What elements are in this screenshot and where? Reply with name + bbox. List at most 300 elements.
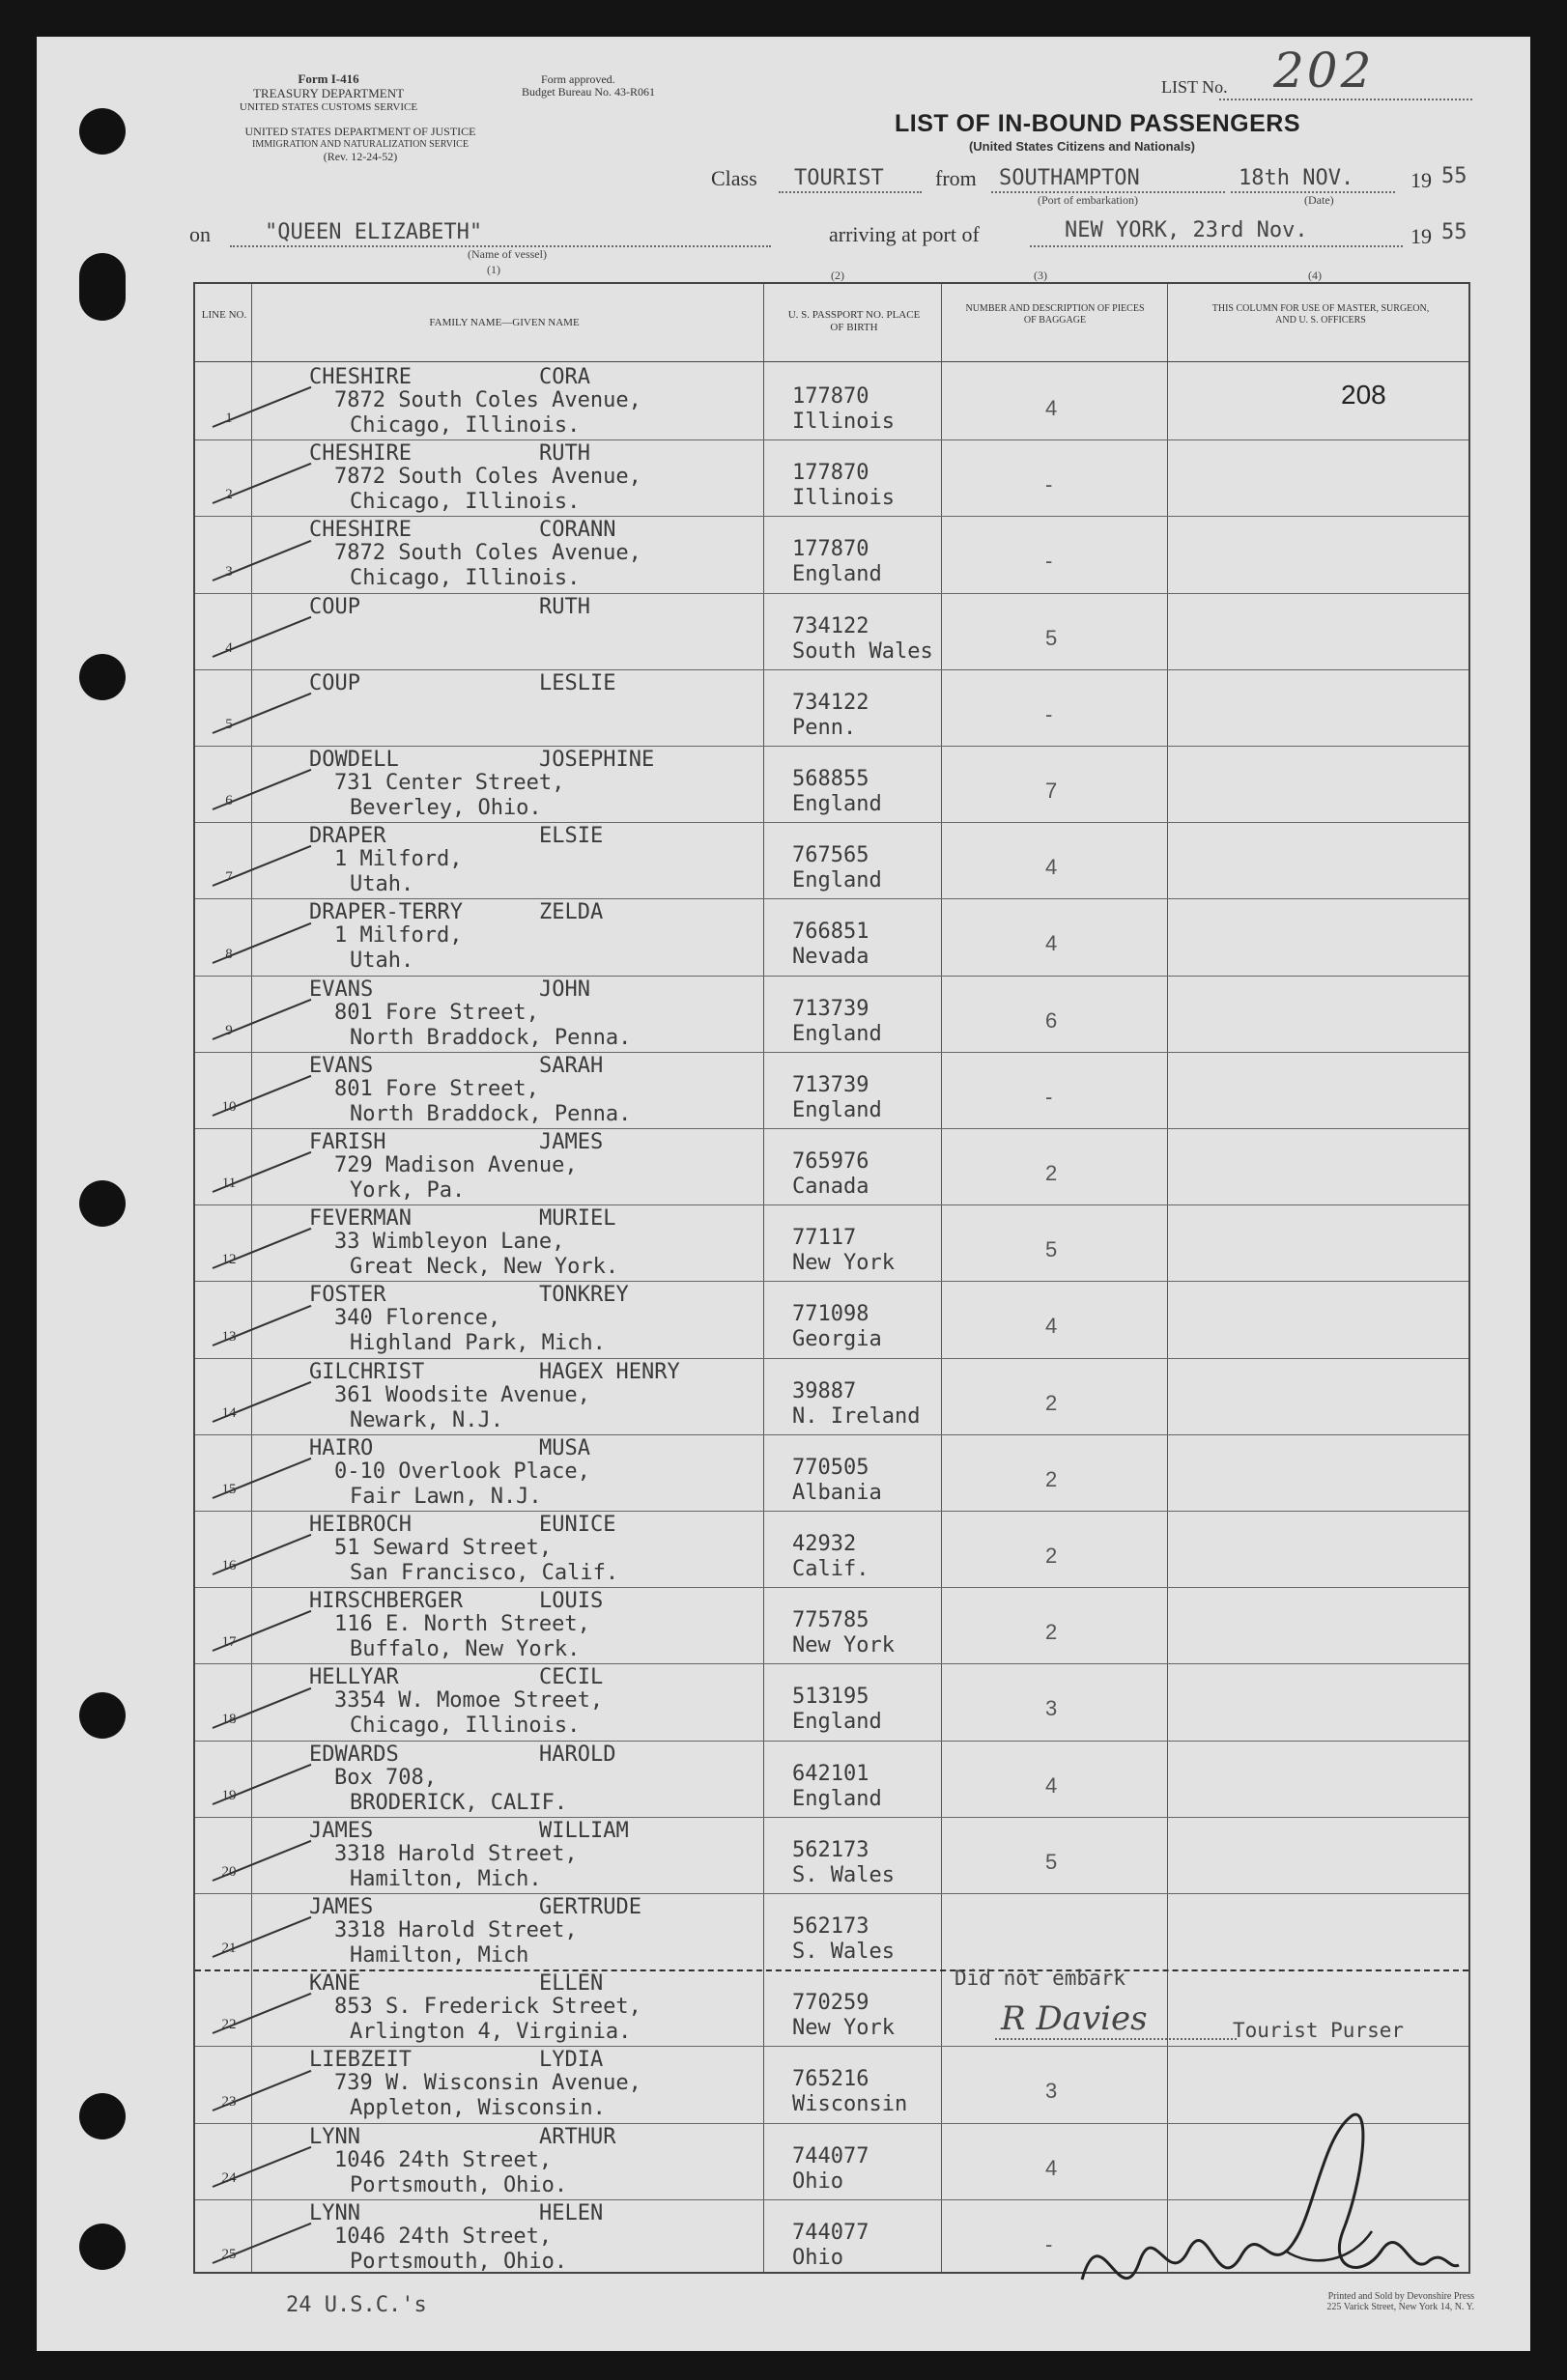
baggage-count: 4 (1045, 1772, 1058, 1798)
purser-signature: R Davies (1001, 1999, 1148, 2038)
baggage-count: 6 (1045, 1007, 1058, 1033)
check-tick-mark (213, 1610, 312, 1652)
given-name: LESLIE (539, 670, 616, 695)
place-of-birth: Canada (792, 1175, 869, 1199)
form-approved: Form approved. (541, 72, 615, 86)
line-number: 22 (221, 2017, 237, 2033)
footer-count: 24 U.S.C.'s (286, 2293, 427, 2317)
address-line-1: 1 Milford, (334, 847, 463, 872)
place-of-birth: England (792, 1097, 882, 1122)
check-tick-mark (213, 845, 312, 887)
check-tick-mark (213, 2223, 312, 2264)
line-number: 18 (221, 1711, 237, 1727)
table-row (195, 439, 1468, 516)
printer-address: 225 Varick Street, New York 14, N. Y. (1326, 2302, 1474, 2312)
table-row (195, 1358, 1468, 1434)
family-name: COUP (309, 594, 360, 619)
table-row (195, 1052, 1468, 1128)
check-tick-mark (213, 2069, 312, 2111)
check-tick-mark (213, 1228, 312, 1269)
vessel-name: "QUEEN ELIZABETH" (265, 220, 483, 244)
binder-hole (79, 654, 126, 700)
treasury-label: TREASURY DEPARTMENT (252, 86, 405, 100)
passport-number: 765976 (792, 1149, 869, 1174)
purser-line (995, 2038, 1237, 2040)
baggage-count: - (1045, 701, 1053, 726)
family-name: FARISH (309, 1130, 386, 1154)
address-line-1: 731 Center Street, (334, 771, 565, 795)
form-number-block (232, 71, 425, 115)
baggage-count: - (1045, 2231, 1053, 2256)
place-of-birth: Ohio (792, 2168, 843, 2194)
check-tick-mark (213, 921, 312, 963)
check-tick-mark (213, 2146, 312, 2188)
check-tick-mark (213, 1381, 312, 1423)
address-line-2: Buffalo, New York. (350, 1637, 581, 1662)
address-line-1: 3318 Harold Street, (334, 1841, 578, 1866)
ins-label: IMMIGRATION AND NATURALIZATION SERVICE (252, 139, 469, 150)
passport-number: 734122 (792, 690, 869, 715)
place-of-birth: England (792, 792, 882, 816)
family-name: DRAPER (309, 824, 386, 849)
line-number: 10 (221, 1098, 237, 1115)
family-name: LYNN (309, 2124, 360, 2149)
baggage-count: 2 (1045, 1466, 1058, 1491)
family-name: HEIBROCH (309, 1513, 412, 1537)
check-tick-mark (213, 1075, 312, 1117)
address-line-1: 7872 South Coles Avenue, (334, 388, 641, 412)
embarkation-date: 18th NOV. (1239, 166, 1354, 190)
address-line-2: Chicago, Illinois. (350, 490, 581, 515)
passport-number: 177870 (792, 461, 869, 486)
address-line-2: Fair Lawn, N.J. (350, 1484, 542, 1509)
col-number-2: (2) (831, 269, 844, 282)
table-row (195, 976, 1468, 1052)
address-line-2: North Braddock, Penna. (350, 1101, 632, 1126)
address-line-2: Great Neck, New York. (350, 1255, 619, 1280)
check-tick-mark (213, 1916, 312, 1958)
address-line-1: 801 Fore Street, (334, 1076, 539, 1101)
line-number: 16 (221, 1558, 237, 1574)
line-number: 23 (221, 2093, 237, 2110)
place-of-birth: South Wales (792, 638, 933, 664)
family-name: CHESHIRE (309, 518, 412, 543)
line-number: 15 (221, 1481, 237, 1497)
revision-label: (Rev. 12-24-52) (323, 150, 398, 163)
from-label: from (935, 166, 977, 190)
class-value: TOURIST (794, 166, 884, 190)
given-name: CORA (539, 365, 590, 389)
table-row (195, 746, 1468, 822)
place-of-birth: S. Wales (792, 1940, 895, 1964)
table-row (195, 1434, 1468, 1511)
table-row (195, 898, 1468, 975)
col-header-baggage: NUMBER AND DESCRIPTION OF PIECES OF BAGGAGE (965, 303, 1145, 326)
family-name: HELLYAR (309, 1665, 399, 1690)
given-name: LOUIS (539, 1589, 604, 1614)
passport-number: 713739 (792, 1072, 869, 1097)
address-line-1: 3318 Harold Street, (334, 1918, 578, 1942)
baggage-count: 4 (1045, 396, 1058, 420)
port-caption: (Port of embarkation) (1038, 193, 1138, 207)
table-row (195, 1587, 1468, 1663)
passport-number: 642101 (792, 1761, 869, 1786)
line-number: 11 (221, 1176, 237, 1192)
address-line-2: Highland Park, Mich. (350, 1331, 606, 1356)
class-label: Class (711, 166, 757, 190)
arrival-year-value: 55 (1441, 220, 1467, 244)
doj-label: UNITED STATES DEPARTMENT OF JUSTICE (244, 125, 476, 138)
address-line-1: 3354 W. Momoe Street, (334, 1688, 604, 1714)
given-name: JOSEPHINE (539, 748, 655, 772)
passport-number: 568855 (792, 767, 869, 791)
officer-signature (1063, 2096, 1468, 2338)
line-number: 12 (221, 1252, 237, 1268)
page-subtitle: (United States Citizens and Nationals) (968, 139, 1196, 154)
table-row (195, 669, 1468, 746)
baggage-count: 2 (1045, 1544, 1058, 1568)
place-of-birth: Calif. (792, 1557, 869, 1581)
check-tick-mark (213, 1304, 312, 1346)
place-of-birth: Penn. (792, 715, 857, 740)
given-name: SARAH (539, 1053, 604, 1078)
address-line-2: Appleton, Wisconsin. (350, 2096, 606, 2121)
line-number: 19 (221, 1787, 237, 1803)
place-of-birth: England (792, 1786, 882, 1811)
passport-number: 177870 (792, 384, 869, 409)
baggage-count: 2 (1045, 1620, 1058, 1645)
given-name: ELLEN (539, 1971, 604, 1997)
check-tick-mark (213, 1151, 312, 1193)
table-row (195, 1741, 1468, 1817)
table-row (195, 516, 1468, 592)
given-name: LYDIA (539, 2048, 604, 2073)
arrival-port: NEW YORK, 23rd Nov. (1065, 218, 1308, 242)
table-row (195, 1893, 1468, 1969)
binder-hole (79, 1692, 126, 1739)
check-tick-mark (213, 1458, 312, 1499)
family-name: COUP (309, 670, 360, 695)
on-label: on (189, 222, 211, 246)
family-name: GILCHRIST (309, 1359, 425, 1384)
place-of-birth: S. Wales (792, 1862, 895, 1887)
header-divider (195, 361, 1468, 362)
address-line-1: 7872 South Coles Avenue, (334, 541, 641, 566)
baggage-count: 2 (1045, 1161, 1058, 1185)
passenger-table (193, 282, 1470, 2274)
address-line-1: 801 Fore Street, (334, 1000, 539, 1025)
line-number: 1 (225, 411, 233, 427)
budget-block (522, 73, 763, 99)
address-line-1: 33 Wimbleyon Lane, (334, 1230, 565, 1255)
family-name: EVANS (309, 977, 374, 1002)
passport-number: 177870 (792, 537, 869, 562)
officer-note: 208 (1341, 380, 1386, 410)
line-number: 2 (225, 487, 233, 503)
address-line-2: Portsmouth, Ohio. (350, 2172, 568, 2197)
line-number: 17 (221, 1634, 237, 1651)
baggage-count: 5 (1045, 1237, 1058, 1262)
line-number: 3 (225, 563, 233, 580)
doj-block (182, 126, 539, 163)
family-name: HAIRO (309, 1435, 374, 1460)
table-row (195, 593, 1468, 669)
table-row (195, 1281, 1468, 1357)
address-line-1: 1 Milford, (334, 923, 463, 949)
address-line-2: Chicago, Illinois. (350, 413, 581, 438)
address-line-2: Portsmouth, Ohio. (350, 2249, 568, 2274)
col-number-4: (4) (1308, 269, 1322, 282)
address-line-1: 7872 South Coles Avenue, (334, 465, 641, 490)
address-line-1: 116 E. North Street, (334, 1612, 590, 1637)
place-of-birth: Georgia (792, 1327, 882, 1352)
baggage-count: 5 (1045, 1849, 1058, 1874)
customs-label: UNITED STATES CUSTOMS SERVICE (239, 101, 418, 113)
arrival-line (1030, 245, 1403, 247)
printer-name: Printed and Sold by Devonshire Press (1327, 2291, 1474, 2302)
baggage-count: 3 (1045, 1696, 1058, 1721)
baggage-count: 4 (1045, 855, 1058, 880)
line-number: 5 (225, 716, 233, 732)
baggage-count: - (1045, 1084, 1053, 1109)
binder-hole (79, 2224, 126, 2270)
family-name: HIRSCHBERGER (309, 1589, 463, 1614)
binder-hole (79, 1180, 126, 1227)
budget-bureau: Budget Bureau No. 43-R061 (522, 85, 655, 99)
address-line-2: Beverley, Ohio. (350, 796, 542, 820)
family-name: LYNN (309, 2200, 360, 2225)
line-number: 24 (221, 2169, 237, 2186)
col-number-3: (3) (1034, 269, 1047, 282)
family-name: EDWARDS (309, 1742, 399, 1767)
address-line-1: 0-10 Overlook Place, (334, 1459, 590, 1484)
address-line-2: Utah. (350, 949, 414, 974)
list-number: 202 (1273, 42, 1375, 99)
address-line-2: York, Pa. (350, 1178, 466, 1203)
given-name: GERTRUDE (539, 1895, 641, 1919)
given-name: HAGEX HENRY (539, 1359, 680, 1384)
family-name: FEVERMAN (309, 1206, 412, 1232)
passport-number: 562173 (792, 1914, 869, 1939)
place-of-birth: England (792, 562, 882, 587)
list-no-line (1219, 99, 1472, 100)
year-value: 55 (1441, 164, 1467, 188)
address-line-2: Chicago, Illinois. (350, 1714, 581, 1739)
given-name: ARTHUR (539, 2124, 616, 2149)
check-tick-mark (213, 616, 312, 658)
place-of-birth: Illinois (792, 486, 895, 511)
line-number: 14 (221, 1404, 237, 1421)
baggage-count: 4 (1045, 1314, 1058, 1339)
passport-number: 39887 (792, 1378, 857, 1403)
address-line-2: Arlington 4, Virginia. (350, 2020, 632, 2045)
check-tick-mark (213, 386, 312, 428)
address-line-2: Newark, N.J. (350, 1407, 503, 1432)
baggage-count: 4 (1045, 931, 1058, 956)
baggage-count: 2 (1045, 1390, 1058, 1415)
address-line-1: 51 Seward Street, (334, 1536, 553, 1560)
family-name: KANE (309, 1971, 360, 1997)
check-tick-mark (213, 693, 312, 734)
binder-hole (79, 2093, 126, 2139)
check-tick-mark (213, 1686, 312, 1728)
table-row (195, 1817, 1468, 1893)
passport-number: 775785 (792, 1608, 869, 1633)
given-name: EUNICE (539, 1513, 616, 1537)
passport-number: 77117 (792, 1226, 857, 1251)
passport-number: 770505 (792, 1455, 869, 1480)
col-header-passport: U. S. PASSPORT NO. PLACE OF BIRTH (787, 309, 921, 333)
baggage-count: - (1045, 472, 1053, 497)
col-header-name: FAMILY NAME—GIVEN NAME (429, 317, 580, 328)
address-line-2: BRODERICK, CALIF. (350, 1790, 568, 1815)
address-line-1: 853 S. Frederick Street, (334, 1995, 641, 2020)
address-line-2: Chicago, Illinois. (350, 566, 581, 591)
place-of-birth: England (792, 868, 882, 893)
family-name: LIEBZEIT (309, 2048, 412, 2073)
address-line-2: Hamilton, Mich. (350, 1866, 542, 1891)
address-line-1: 739 W. Wisconsin Avenue, (334, 2071, 641, 2096)
place-of-birth: New York (792, 1251, 895, 1276)
line-number: 21 (221, 1941, 237, 1957)
class-line (779, 191, 922, 193)
arriving-label: arriving at port of (829, 222, 980, 246)
family-name: CHESHIRE (309, 441, 412, 467)
address-line-2: Utah. (350, 872, 414, 897)
address-line-1: 1046 24th Street, (334, 2147, 553, 2172)
baggage-count: 7 (1045, 779, 1058, 803)
line-number: 4 (225, 639, 233, 656)
passport-number: 766851 (792, 920, 869, 945)
binder-hole (79, 108, 126, 155)
address-line-2: Hamilton, Mich (350, 1943, 529, 1968)
did-not-embark-note: Did not embark (954, 1967, 1126, 1990)
passport-number: 767565 (792, 843, 869, 868)
table-row (195, 1663, 1468, 1740)
given-name: JAMES (539, 1130, 604, 1154)
line-number: 13 (221, 1328, 237, 1345)
place-of-birth: N. Ireland (792, 1403, 921, 1429)
place-of-birth: Wisconsin (792, 2092, 908, 2117)
col-header-line-no: LINE NO. (201, 309, 247, 321)
place-of-birth: New York (792, 2016, 895, 2041)
passport-number: 771098 (792, 1302, 869, 1327)
line-number: 9 (225, 1022, 233, 1038)
line-number: 6 (225, 793, 233, 809)
check-tick-mark (213, 1993, 312, 2034)
given-name: RUTH (539, 441, 590, 467)
given-name: TONKREY (539, 1283, 629, 1308)
place-of-birth: Ohio (792, 2245, 843, 2270)
table-row (195, 363, 1468, 439)
page-title: LIST OF IN-BOUND PASSENGERS (895, 110, 1301, 137)
list-label: LIST No. (1161, 77, 1228, 97)
given-name: JOHN (539, 977, 590, 1002)
address-line-1: 729 Madison Avenue, (334, 1153, 578, 1177)
place-of-birth: Nevada (792, 945, 869, 970)
place-of-birth: Albania (792, 1480, 882, 1505)
address-line-1: 361 Woodsite Avenue, (334, 1382, 590, 1407)
table-row (195, 1128, 1468, 1204)
line-number: 20 (221, 1863, 237, 1880)
address-line-1: 1046 24th Street, (334, 2224, 553, 2249)
family-name: CHESHIRE (309, 365, 412, 389)
family-name: FOSTER (309, 1283, 386, 1308)
port-of-embarkation: SOUTHAMPTON (999, 166, 1140, 190)
check-tick-mark (213, 539, 312, 581)
place-of-birth: England (792, 1710, 882, 1735)
place-of-birth: Illinois (792, 410, 895, 434)
line-number: 7 (225, 869, 233, 886)
family-name: JAMES (309, 1818, 374, 1843)
given-name: WILLIAM (539, 1818, 629, 1843)
purser-title: Tourist Purser (1233, 2019, 1405, 2042)
baggage-count: 5 (1045, 625, 1058, 650)
given-name: ZELDA (539, 900, 604, 925)
check-tick-mark (213, 1534, 312, 1575)
check-tick-mark (213, 769, 312, 810)
passport-number: 42932 (792, 1532, 857, 1556)
check-tick-mark (213, 463, 312, 504)
table-row (195, 822, 1468, 898)
passport-number: 770259 (792, 1991, 869, 2016)
table-row (195, 1204, 1468, 1281)
table-row (195, 1511, 1468, 1587)
given-name: ELSIE (539, 824, 604, 849)
given-name: CECIL (539, 1665, 604, 1690)
family-name: DRAPER-TERRY (309, 900, 463, 925)
baggage-count: - (1045, 549, 1053, 574)
place-of-birth: England (792, 1021, 882, 1046)
passport-number: 734122 (792, 613, 869, 638)
baggage-count: 4 (1045, 2155, 1058, 2180)
form-number: Form I-416 (298, 71, 359, 86)
passport-number: 744077 (792, 2143, 869, 2168)
place-of-birth: New York (792, 1633, 895, 1658)
given-name: RUTH (539, 594, 590, 619)
passport-number: 713739 (792, 996, 869, 1021)
year-prefix: 19 (1410, 168, 1432, 192)
family-name: DOWDELL (309, 748, 399, 772)
check-tick-mark (213, 1764, 312, 1805)
address-line-1: 340 Florence, (334, 1306, 501, 1331)
given-name: HELEN (539, 2200, 604, 2225)
col-header-officers: THIS COLUMN FOR USE OF MASTER, SURGEON, AND U. S. OFFICERS (1211, 303, 1430, 326)
passport-number: 765216 (792, 2067, 869, 2092)
binder-hole (79, 253, 126, 321)
baggage-count: 3 (1045, 2079, 1058, 2104)
given-name: MURIEL (539, 1206, 616, 1232)
family-name: EVANS (309, 1053, 374, 1078)
vessel-col-number: (1) (487, 263, 500, 276)
passport-number: 562173 (792, 1837, 869, 1862)
given-name: HAROLD (539, 1742, 616, 1767)
vessel-caption: (Name of vessel) (468, 247, 547, 261)
check-tick-mark (213, 999, 312, 1040)
address-line-2: North Braddock, Penna. (350, 1025, 632, 1050)
address-line-2: San Francisco, Calif. (350, 1561, 619, 1585)
family-name: JAMES (309, 1895, 374, 1919)
line-number: 8 (225, 946, 233, 962)
date-caption: (Date) (1304, 193, 1334, 207)
passport-number: 513195 (792, 1685, 869, 1710)
given-name: MUSA (539, 1435, 590, 1460)
arrival-year-prefix: 19 (1410, 224, 1432, 248)
line-number: 25 (221, 2246, 237, 2262)
check-tick-mark (213, 1840, 312, 1882)
given-name: CORANN (539, 518, 616, 543)
passport-number: 744077 (792, 2220, 869, 2245)
